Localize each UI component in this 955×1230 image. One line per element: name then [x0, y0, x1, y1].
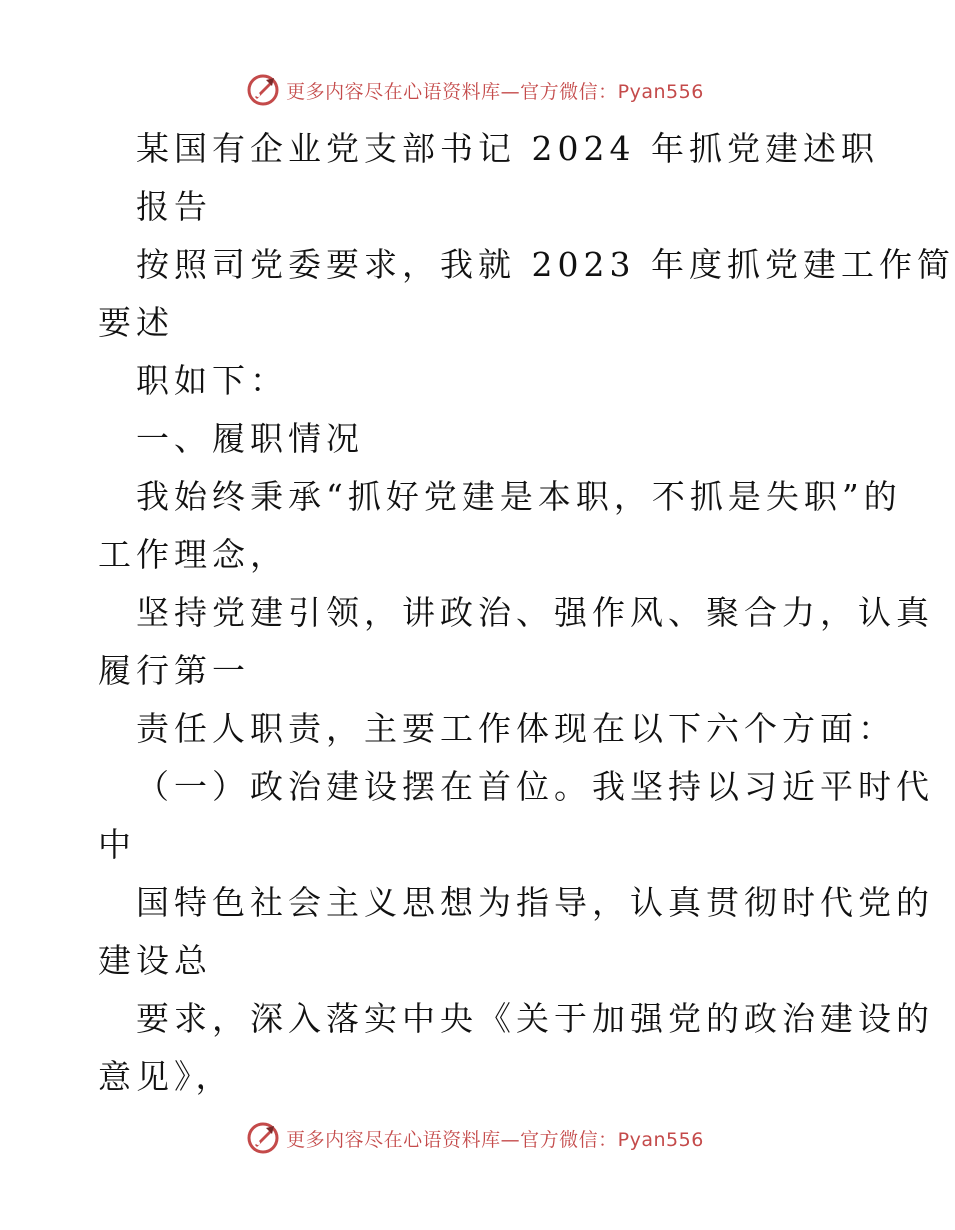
- text-line: 我始终秉承“抓好党建是本职，不抓是失职”的: [136, 477, 902, 516]
- text-line: 某国有企业党支部书记 2024 年抓党建述职: [136, 129, 879, 168]
- text-line: 中: [98, 825, 136, 864]
- text-line: 要述: [98, 303, 174, 342]
- text-line: （一）政治建设摆在首位。我坚持以习近平时代: [136, 767, 934, 806]
- quill-pen-icon: [246, 1121, 280, 1155]
- text-line: 履行第一: [98, 651, 250, 690]
- text-line: 责任人职责，主要工作体现在以下六个方面：: [136, 709, 896, 748]
- text-line: 国特色社会主义思想为指导，认真贯彻时代党的: [136, 883, 934, 922]
- text-line: 职如下：: [136, 361, 288, 400]
- text-line: 报告: [136, 187, 212, 226]
- text-line: 意见》，: [98, 1057, 234, 1096]
- header-watermark-banner: [0, 70, 950, 110]
- text-line: 要求，深入落实中央《关于加强党的政治建设的: [136, 999, 934, 1038]
- quill-pen-icon: [246, 73, 280, 107]
- text-line: 建设总: [98, 941, 212, 980]
- text-line: 一、履职情况: [136, 419, 364, 458]
- watermark-text: 更多内容尽在心语资料库—官方微信：Pyan556: [286, 80, 704, 103]
- document-body: [98, 120, 955, 1106]
- text-line: 按照司党委要求，我就 2023 年度抓党建工作简: [136, 245, 955, 284]
- footer-watermark-banner: [0, 1118, 950, 1158]
- watermark-text: 更多内容尽在心语资料库—官方微信：Pyan556: [286, 1128, 704, 1151]
- text-line: 坚持党建引领，讲政治、强作风、聚合力，认真: [136, 593, 934, 632]
- text-line: 工作理念，: [98, 535, 288, 574]
